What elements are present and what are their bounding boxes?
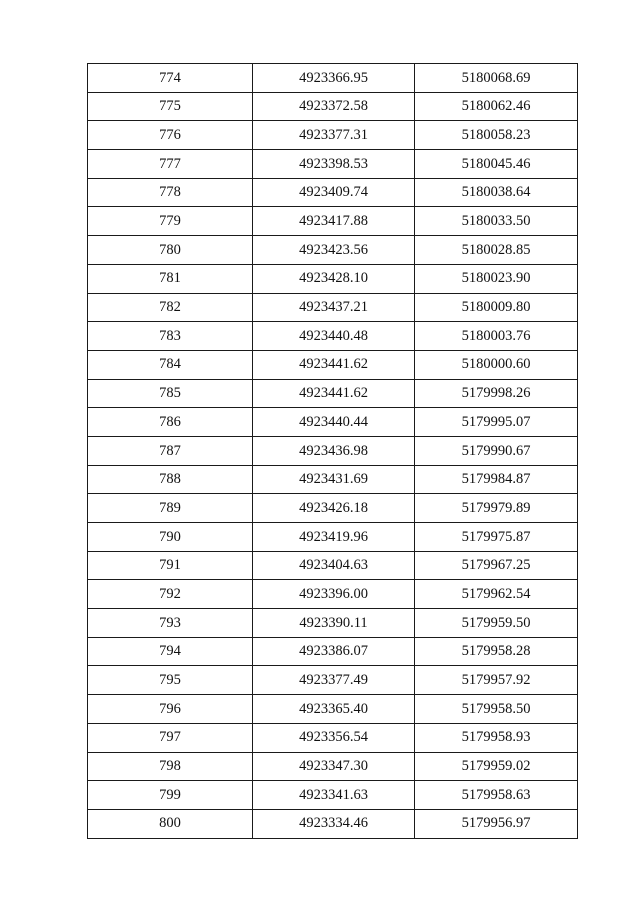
y-coordinate-cell: 5180033.50 xyxy=(415,207,578,236)
y-coordinate-cell: 5180058.23 xyxy=(415,121,578,150)
x-coordinate-cell: 4923396.00 xyxy=(253,580,415,609)
table-row xyxy=(88,637,578,666)
point-number-cell: 789 xyxy=(88,494,253,523)
point-number-cell: 788 xyxy=(88,465,253,494)
y-coordinate-cell: 5180045.46 xyxy=(415,150,578,179)
point-number-cell: 791 xyxy=(88,551,253,580)
x-coordinate-cell: 4923366.95 xyxy=(253,64,415,93)
y-coordinate-cell: 5179967.25 xyxy=(415,551,578,580)
x-coordinate-cell: 4923419.96 xyxy=(253,523,415,552)
y-coordinate-cell: 5179979.89 xyxy=(415,494,578,523)
x-coordinate-cell: 4923377.31 xyxy=(253,121,415,150)
table-row xyxy=(88,494,578,523)
table-row xyxy=(88,121,578,150)
x-coordinate-cell: 4923347.30 xyxy=(253,752,415,781)
x-coordinate-cell: 4923386.07 xyxy=(253,637,415,666)
x-coordinate-cell: 4923341.63 xyxy=(253,781,415,810)
point-number-cell: 777 xyxy=(88,150,253,179)
point-number-cell: 800 xyxy=(88,809,253,838)
y-coordinate-cell: 5179958.50 xyxy=(415,695,578,724)
y-coordinate-cell: 5180038.64 xyxy=(415,178,578,207)
y-coordinate-cell: 5179959.50 xyxy=(415,609,578,638)
point-number-cell: 794 xyxy=(88,637,253,666)
coordinates-table-body xyxy=(88,64,578,839)
y-coordinate-cell: 5179958.63 xyxy=(415,781,578,810)
table-row xyxy=(88,64,578,93)
x-coordinate-cell: 4923440.48 xyxy=(253,322,415,351)
x-coordinate-cell: 4923390.11 xyxy=(253,609,415,638)
point-number-cell: 785 xyxy=(88,379,253,408)
point-number-cell: 781 xyxy=(88,264,253,293)
x-coordinate-cell: 4923441.62 xyxy=(253,379,415,408)
point-number-cell: 784 xyxy=(88,350,253,379)
y-coordinate-cell: 5180000.60 xyxy=(415,350,578,379)
table-row xyxy=(88,580,578,609)
y-coordinate-cell: 5179995.07 xyxy=(415,408,578,437)
x-coordinate-cell: 4923426.18 xyxy=(253,494,415,523)
y-coordinate-cell: 5179957.92 xyxy=(415,666,578,695)
table-row xyxy=(88,809,578,838)
point-number-cell: 792 xyxy=(88,580,253,609)
x-coordinate-cell: 4923428.10 xyxy=(253,264,415,293)
point-number-cell: 796 xyxy=(88,695,253,724)
table-row xyxy=(88,178,578,207)
table-row xyxy=(88,293,578,322)
x-coordinate-cell: 4923356.54 xyxy=(253,723,415,752)
point-number-cell: 774 xyxy=(88,64,253,93)
y-coordinate-cell: 5180009.80 xyxy=(415,293,578,322)
table-row xyxy=(88,723,578,752)
point-number-cell: 790 xyxy=(88,523,253,552)
x-coordinate-cell: 4923372.58 xyxy=(253,92,415,121)
y-coordinate-cell: 5179975.87 xyxy=(415,523,578,552)
x-coordinate-cell: 4923334.46 xyxy=(253,809,415,838)
table-row xyxy=(88,523,578,552)
table-row xyxy=(88,236,578,265)
y-coordinate-cell: 5179958.93 xyxy=(415,723,578,752)
point-number-cell: 775 xyxy=(88,92,253,121)
point-number-cell: 776 xyxy=(88,121,253,150)
y-coordinate-cell: 5179962.54 xyxy=(415,580,578,609)
y-coordinate-cell: 5180062.46 xyxy=(415,92,578,121)
point-number-cell: 799 xyxy=(88,781,253,810)
point-number-cell: 779 xyxy=(88,207,253,236)
table-row xyxy=(88,379,578,408)
table-row xyxy=(88,207,578,236)
x-coordinate-cell: 4923417.88 xyxy=(253,207,415,236)
x-coordinate-cell: 4923377.49 xyxy=(253,666,415,695)
table-row xyxy=(88,150,578,179)
y-coordinate-cell: 5179990.67 xyxy=(415,436,578,465)
x-coordinate-cell: 4923441.62 xyxy=(253,350,415,379)
coordinates-table xyxy=(87,63,578,839)
x-coordinate-cell: 4923431.69 xyxy=(253,465,415,494)
x-coordinate-cell: 4923423.56 xyxy=(253,236,415,265)
point-number-cell: 797 xyxy=(88,723,253,752)
y-coordinate-cell: 5179958.28 xyxy=(415,637,578,666)
point-number-cell: 798 xyxy=(88,752,253,781)
table-row xyxy=(88,92,578,121)
table-row xyxy=(88,752,578,781)
y-coordinate-cell: 5179959.02 xyxy=(415,752,578,781)
point-number-cell: 787 xyxy=(88,436,253,465)
table-row xyxy=(88,436,578,465)
table-row xyxy=(88,695,578,724)
x-coordinate-cell: 4923409.74 xyxy=(253,178,415,207)
point-number-cell: 783 xyxy=(88,322,253,351)
table-row xyxy=(88,322,578,351)
y-coordinate-cell: 5179998.26 xyxy=(415,379,578,408)
table-row xyxy=(88,551,578,580)
y-coordinate-cell: 5180023.90 xyxy=(415,264,578,293)
x-coordinate-cell: 4923365.40 xyxy=(253,695,415,724)
table-row xyxy=(88,609,578,638)
table-row xyxy=(88,350,578,379)
point-number-cell: 778 xyxy=(88,178,253,207)
table-row xyxy=(88,408,578,437)
x-coordinate-cell: 4923440.44 xyxy=(253,408,415,437)
point-number-cell: 793 xyxy=(88,609,253,638)
x-coordinate-cell: 4923398.53 xyxy=(253,150,415,179)
x-coordinate-cell: 4923436.98 xyxy=(253,436,415,465)
y-coordinate-cell: 5180028.85 xyxy=(415,236,578,265)
y-coordinate-cell: 5179956.97 xyxy=(415,809,578,838)
point-number-cell: 786 xyxy=(88,408,253,437)
y-coordinate-cell: 5180068.69 xyxy=(415,64,578,93)
y-coordinate-cell: 5180003.76 xyxy=(415,322,578,351)
x-coordinate-cell: 4923437.21 xyxy=(253,293,415,322)
table-row xyxy=(88,666,578,695)
table-row xyxy=(88,781,578,810)
point-number-cell: 795 xyxy=(88,666,253,695)
table-row xyxy=(88,264,578,293)
x-coordinate-cell: 4923404.63 xyxy=(253,551,415,580)
table-row xyxy=(88,465,578,494)
point-number-cell: 780 xyxy=(88,236,253,265)
point-number-cell: 782 xyxy=(88,293,253,322)
y-coordinate-cell: 5179984.87 xyxy=(415,465,578,494)
